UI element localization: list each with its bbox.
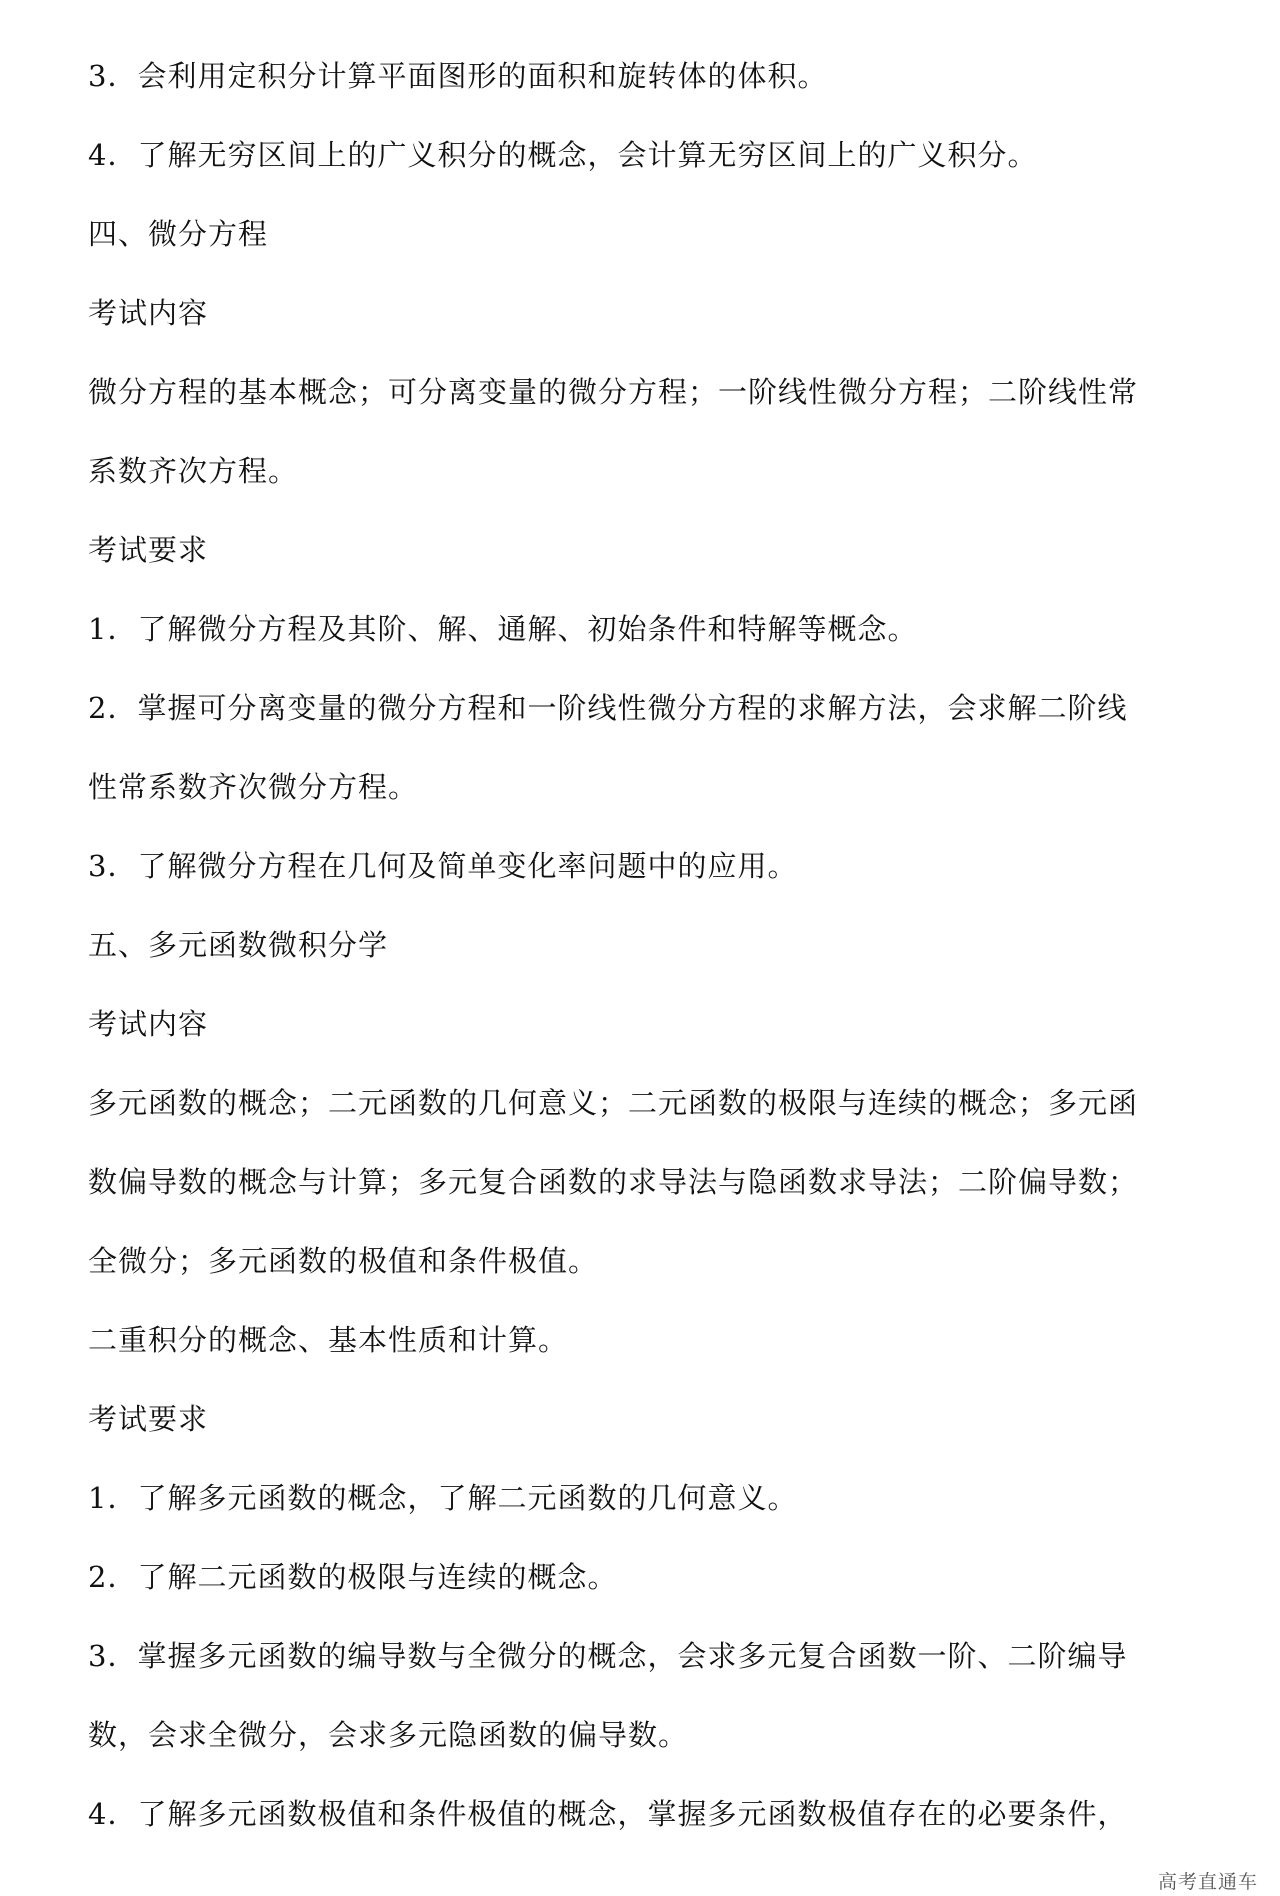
text-line: 4．了解无穷区间上的广义积分的概念，会计算无穷区间上的广义积分。 xyxy=(88,138,1038,172)
section-heading: 五、多元函数微积分学 xyxy=(88,928,389,962)
text-line: 2．掌握可分离变量的微分方程和一阶线性微分方程的求解方法，会求解二阶线 xyxy=(88,691,1128,725)
text-line: 2．了解二元函数的极限与连续的概念。 xyxy=(88,1560,618,1594)
text-line: 多元函数的概念；二元函数的几何意义；二元函数的极限与连续的概念；多元函 xyxy=(88,1086,1139,1120)
text-line: 3．掌握多元函数的编导数与全微分的概念，会求多元复合函数一阶、二阶编导 xyxy=(88,1639,1128,1673)
text-line: 全微分；多元函数的极值和条件极值。 xyxy=(88,1244,599,1278)
text-line: 1．了解多元函数的概念，了解二元函数的几何意义。 xyxy=(88,1481,798,1515)
text-line: 4．了解多元函数极值和条件极值的概念，掌握多元函数极值存在的必要条件， xyxy=(88,1797,1128,1831)
section-heading: 四、微分方程 xyxy=(88,217,269,251)
text-line: 系数齐次方程。 xyxy=(88,454,299,488)
text-line: 1．了解微分方程及其阶、解、通解、初始条件和特解等概念。 xyxy=(88,612,918,646)
text-line: 3．会利用定积分计算平面图形的面积和旋转体的体积。 xyxy=(88,59,828,93)
subsection-heading: 考试内容 xyxy=(88,1007,209,1041)
subsection-heading: 考试要求 xyxy=(88,1402,209,1436)
text-line: 数，会求全微分，会求多元隐函数的偏导数。 xyxy=(88,1718,689,1752)
text-line: 数偏导数的概念与计算；多元复合函数的求导法与隐函数求导法；二阶偏导数； xyxy=(88,1165,1139,1199)
subsection-heading: 考试内容 xyxy=(88,296,209,330)
text-line: 微分方程的基本概念；可分离变量的微分方程；一阶线性微分方程；二阶线性常 xyxy=(88,375,1139,409)
watermark-text: 高考直通车 xyxy=(1157,1871,1258,1893)
text-line: 性常系数齐次微分方程。 xyxy=(88,770,419,804)
text-line: 二重积分的概念、基本性质和计算。 xyxy=(88,1323,569,1357)
subsection-heading: 考试要求 xyxy=(88,533,209,567)
text-line: 3．了解微分方程在几何及简单变化率问题中的应用。 xyxy=(88,849,798,883)
